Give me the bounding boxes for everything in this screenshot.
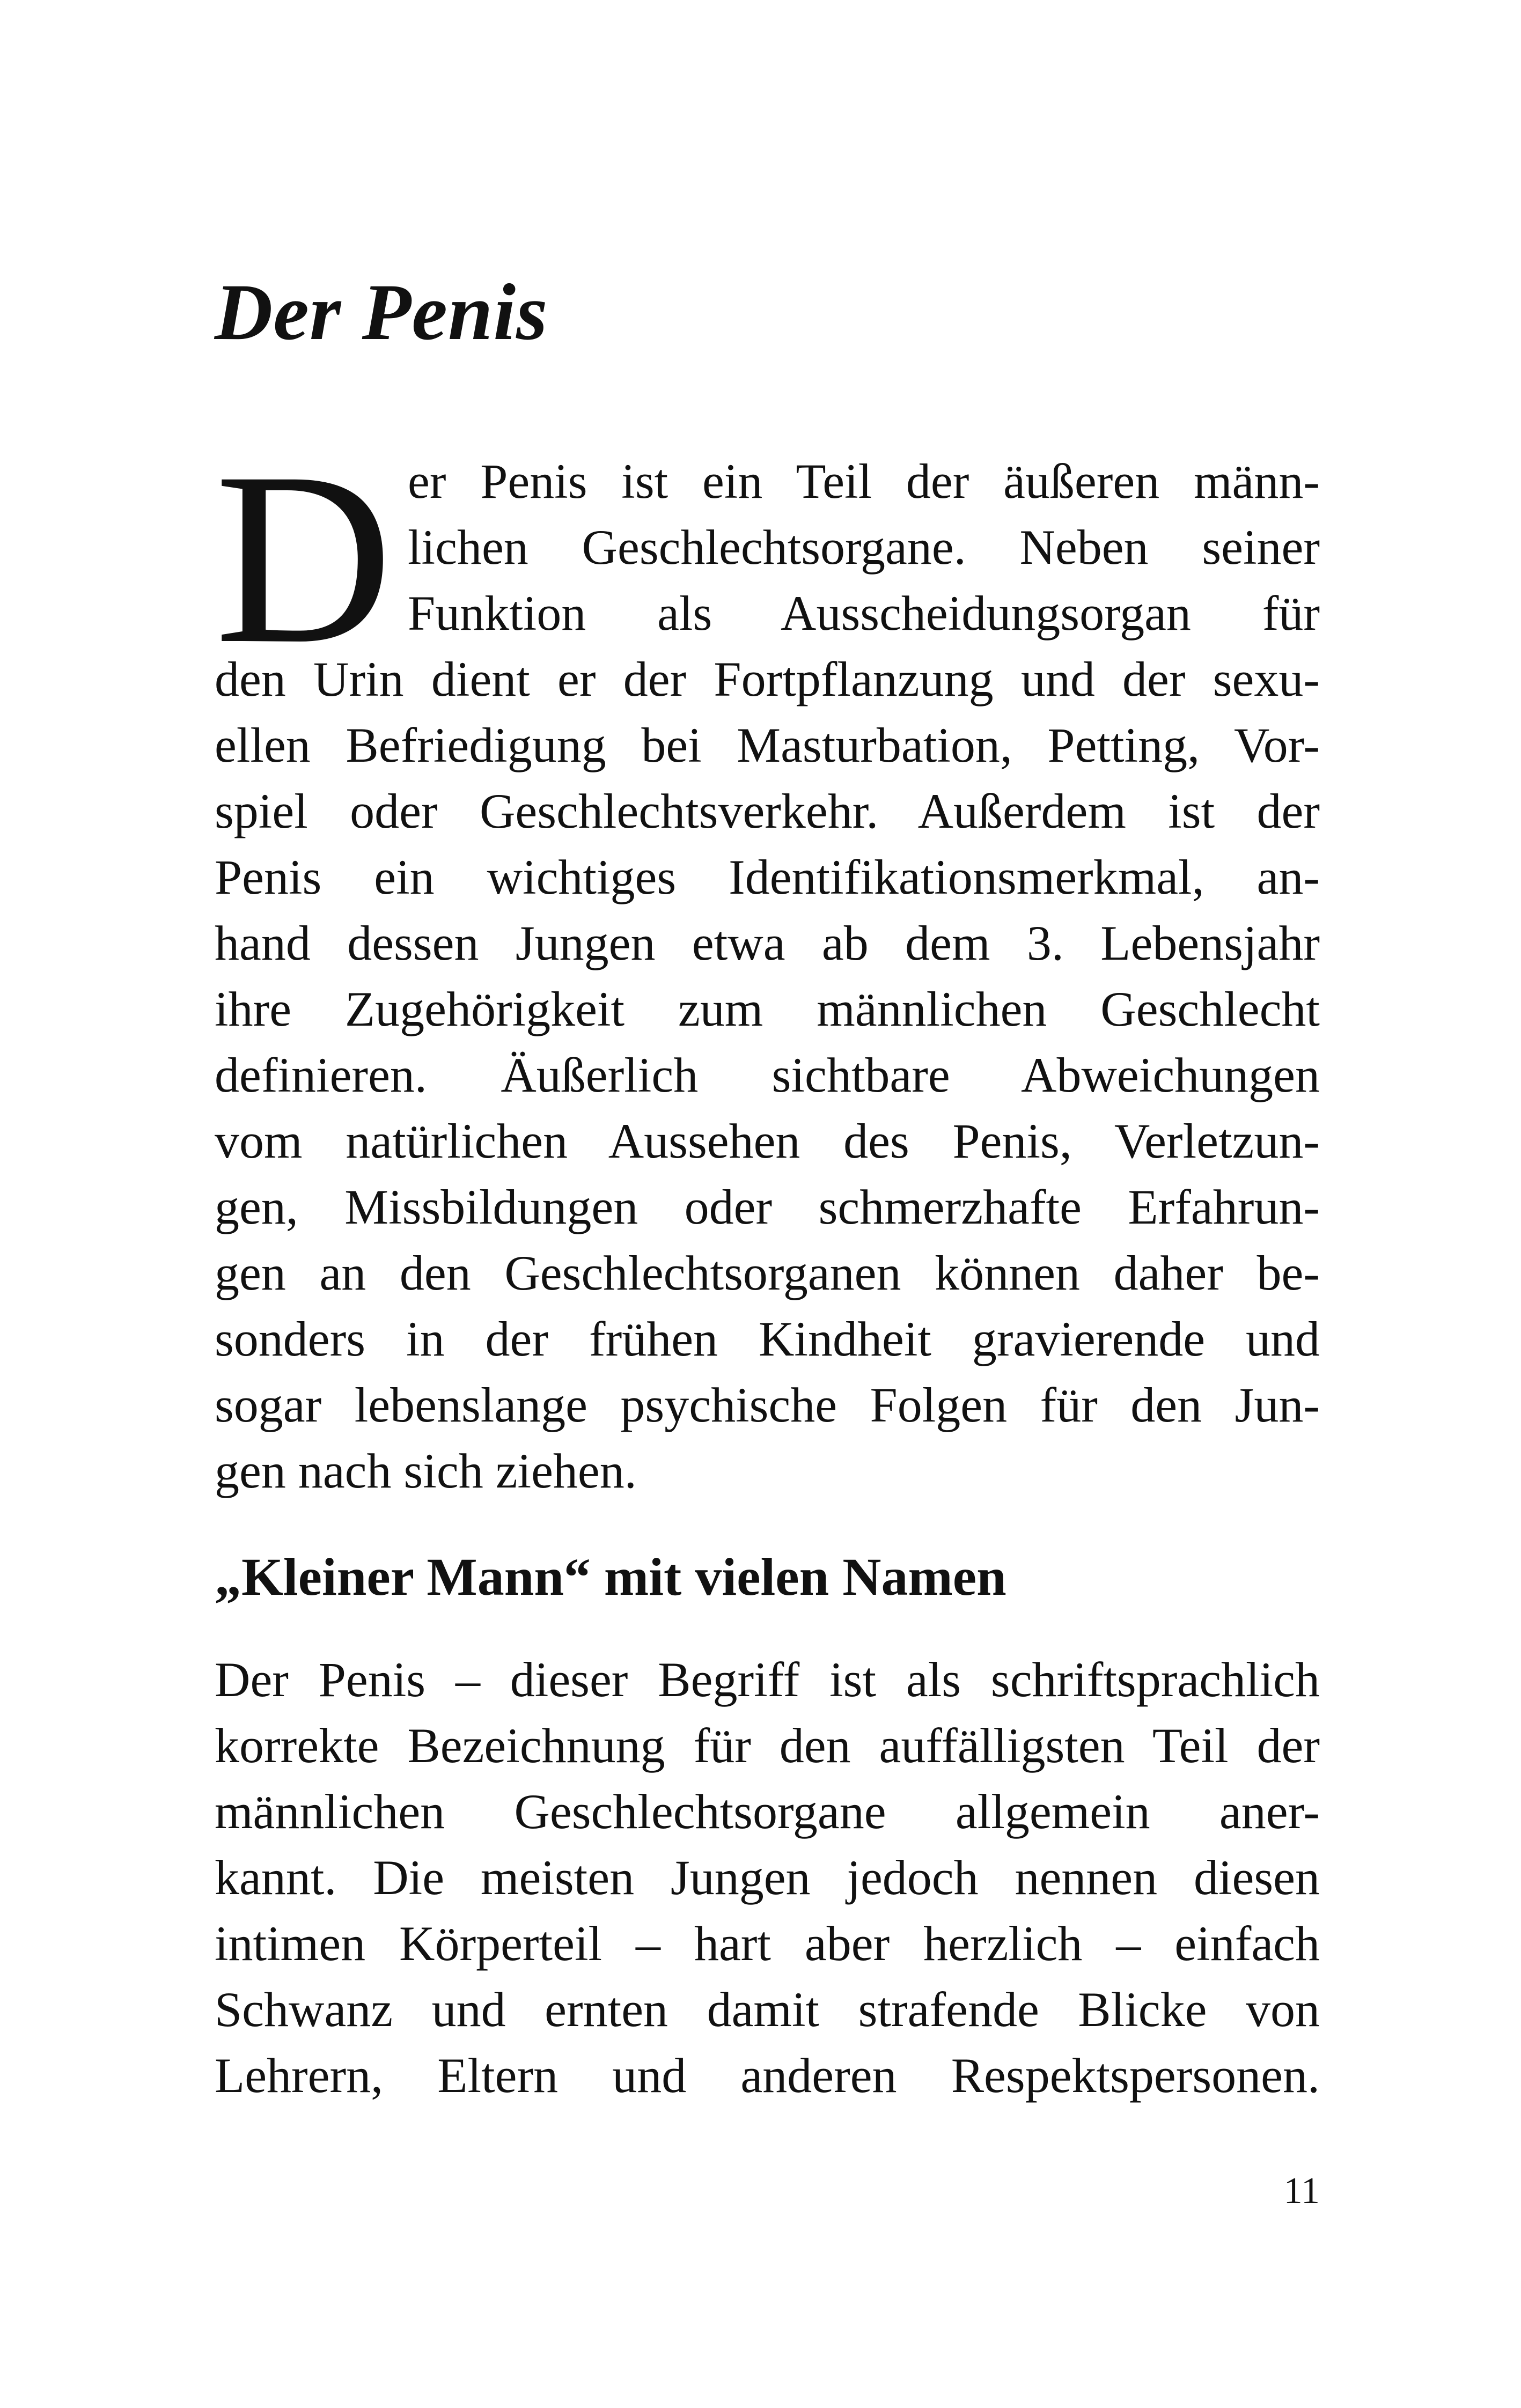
intro-paragraph-beside-dropcap xyxy=(408,448,1320,646)
text-line: gen an den Geschlechtsorganen können daher be- xyxy=(215,1246,1320,1300)
text-line: sonders in der frühen Kindheit gravierende und xyxy=(215,1312,1320,1366)
text-line: lichen Geschlechtsorgane. Neben seiner xyxy=(408,520,1320,575)
text-line: Penis ein wichtiges Identifikationsmerkmal, an- xyxy=(215,850,1320,904)
text-line: ihre Zugehörigkeit zum männlichen Geschlecht xyxy=(215,982,1320,1036)
page-number: 11 xyxy=(1283,2170,1320,2212)
text-line: korrekte Bezeichnung für den auffälligsten Teil der xyxy=(215,1718,1320,1773)
chapter-title: Der Penis xyxy=(215,268,548,357)
text-line: kannt. Die meisten Jungen jedoch nennen diesen xyxy=(215,1850,1320,1905)
section-paragraph xyxy=(215,1647,1320,2109)
text-line: den Urin dient er der Fortpflanzung und der sexu- xyxy=(215,652,1320,706)
text-line: Schwanz und ernten damit strafende Blicke von xyxy=(215,1982,1320,2037)
text-line: vom natürlichen Aussehen des Penis, Verletzun- xyxy=(215,1114,1320,1168)
text-line: männlichen Geschlechtsorgane allgemein aner- xyxy=(215,1784,1320,1839)
text-line: gen nach sich ziehen. xyxy=(215,1444,637,1498)
text-line: gen, Missbildungen oder schmerzhafte Erfahrun- xyxy=(215,1180,1320,1234)
text-line: Funktion als Ausscheidungsorgan für xyxy=(408,586,1320,640)
text-line: spiel oder Geschlechtsverkehr. Außerdem ist der xyxy=(215,784,1320,838)
text-line: hand dessen Jungen etwa ab dem 3. Lebensjahr xyxy=(215,916,1320,970)
text-line: Lehrern, Eltern und anderen Respektspersonen. xyxy=(215,2048,1320,2103)
text-line: sogar lebenslange psychische Folgen für den Jun- xyxy=(215,1378,1320,1432)
section-heading: „Kleiner Mann“ mit vielen Namen xyxy=(215,1547,1006,1607)
text-line: ellen Befriedigung bei Masturbation, Petting, Vor- xyxy=(215,718,1320,772)
text-line: definieren. Äußerlich sichtbare Abweichungen xyxy=(215,1048,1320,1102)
text-line: Der Penis – dieser Begriff ist als schriftsprachlich xyxy=(215,1652,1320,1707)
drop-cap: D xyxy=(215,421,393,695)
text-line: intimen Körperteil – hart aber herzlich – einfach xyxy=(215,1916,1320,1971)
text-line: er Penis ist ein Teil der äußeren männ- xyxy=(408,454,1320,509)
intro-paragraph xyxy=(215,646,1320,1504)
